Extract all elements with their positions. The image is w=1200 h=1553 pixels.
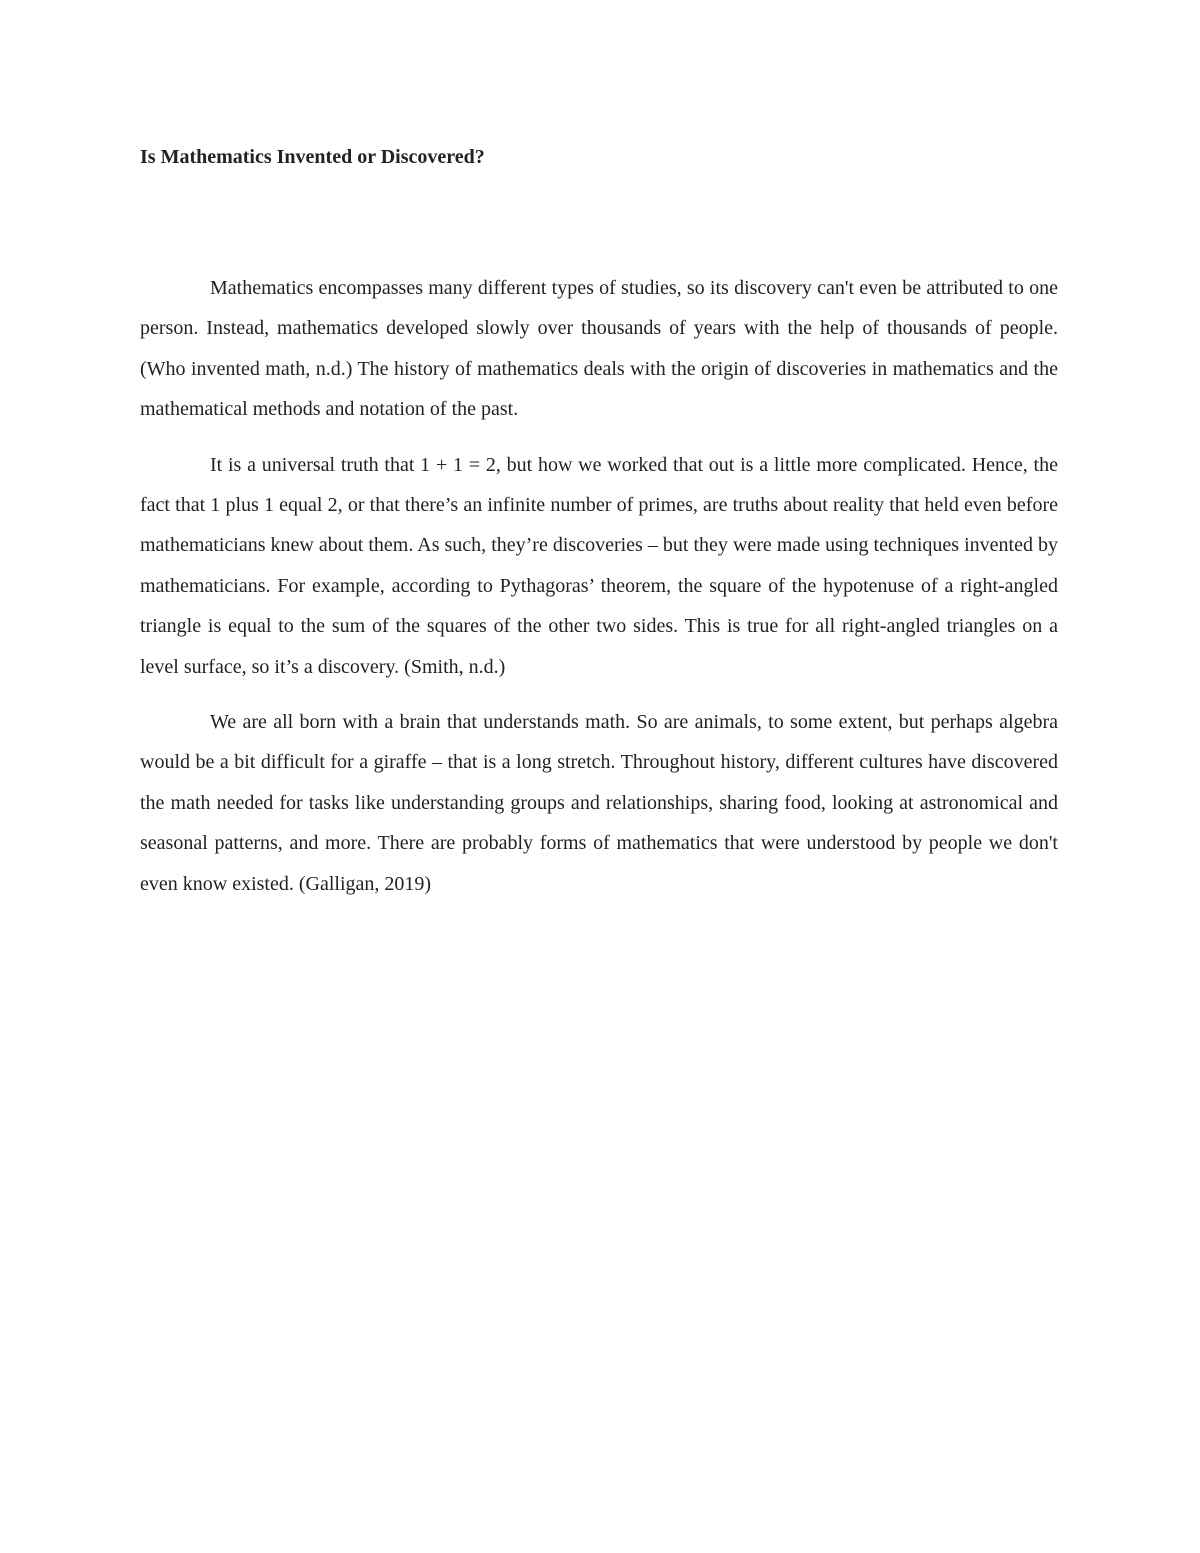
document-title: Is Mathematics Invented or Discovered? (140, 146, 485, 168)
paragraph-1: Mathematics encompasses many different types of studies, so its discovery can't even be attributed to one person. Instead, mathematics developed slowly over thousands of years with the help of thousands of people. (Who invented math, n.d.) The history of mathematics deals with the origin of discoveries in mathematics and the mathematical methods and notation of the past. (140, 277, 1058, 421)
paragraph-3: We are all born with a brain that understands math. So are animals, to some extent, but perhaps algebra would be a bit difficult for a giraffe – that is a long stretch. Throughout history, different cultures have discovered the math needed for tasks like understanding groups and relationships, sharing food, looking at astronomical and seasonal patterns, and more. There are probably forms of mathematics that were understood by people we don't even know existed. (Galligan, 2019) (140, 711, 1058, 895)
document-body (140, 142, 1058, 919)
document-paragraphs (140, 268, 1058, 904)
paragraph-2: It is a universal truth that 1 + 1 = 2, but how we worked that out is a little more complicated. Hence, the fact that 1 plus 1 equal 2, or that there’s an infinite number of primes, are truths about reality that held even before mathematicians knew about them. As such, they’re discoveries – but they were made using techniques invented by mathematicians. For example, according to Pythagoras’ theorem, the square of the hypotenuse of a right-angled triangle is equal to the sum of the squares of the other two sides. This is true for all right-angled triangles on a level surface, so it’s a discovery. (Smith, n.d.) (140, 453, 1058, 678)
